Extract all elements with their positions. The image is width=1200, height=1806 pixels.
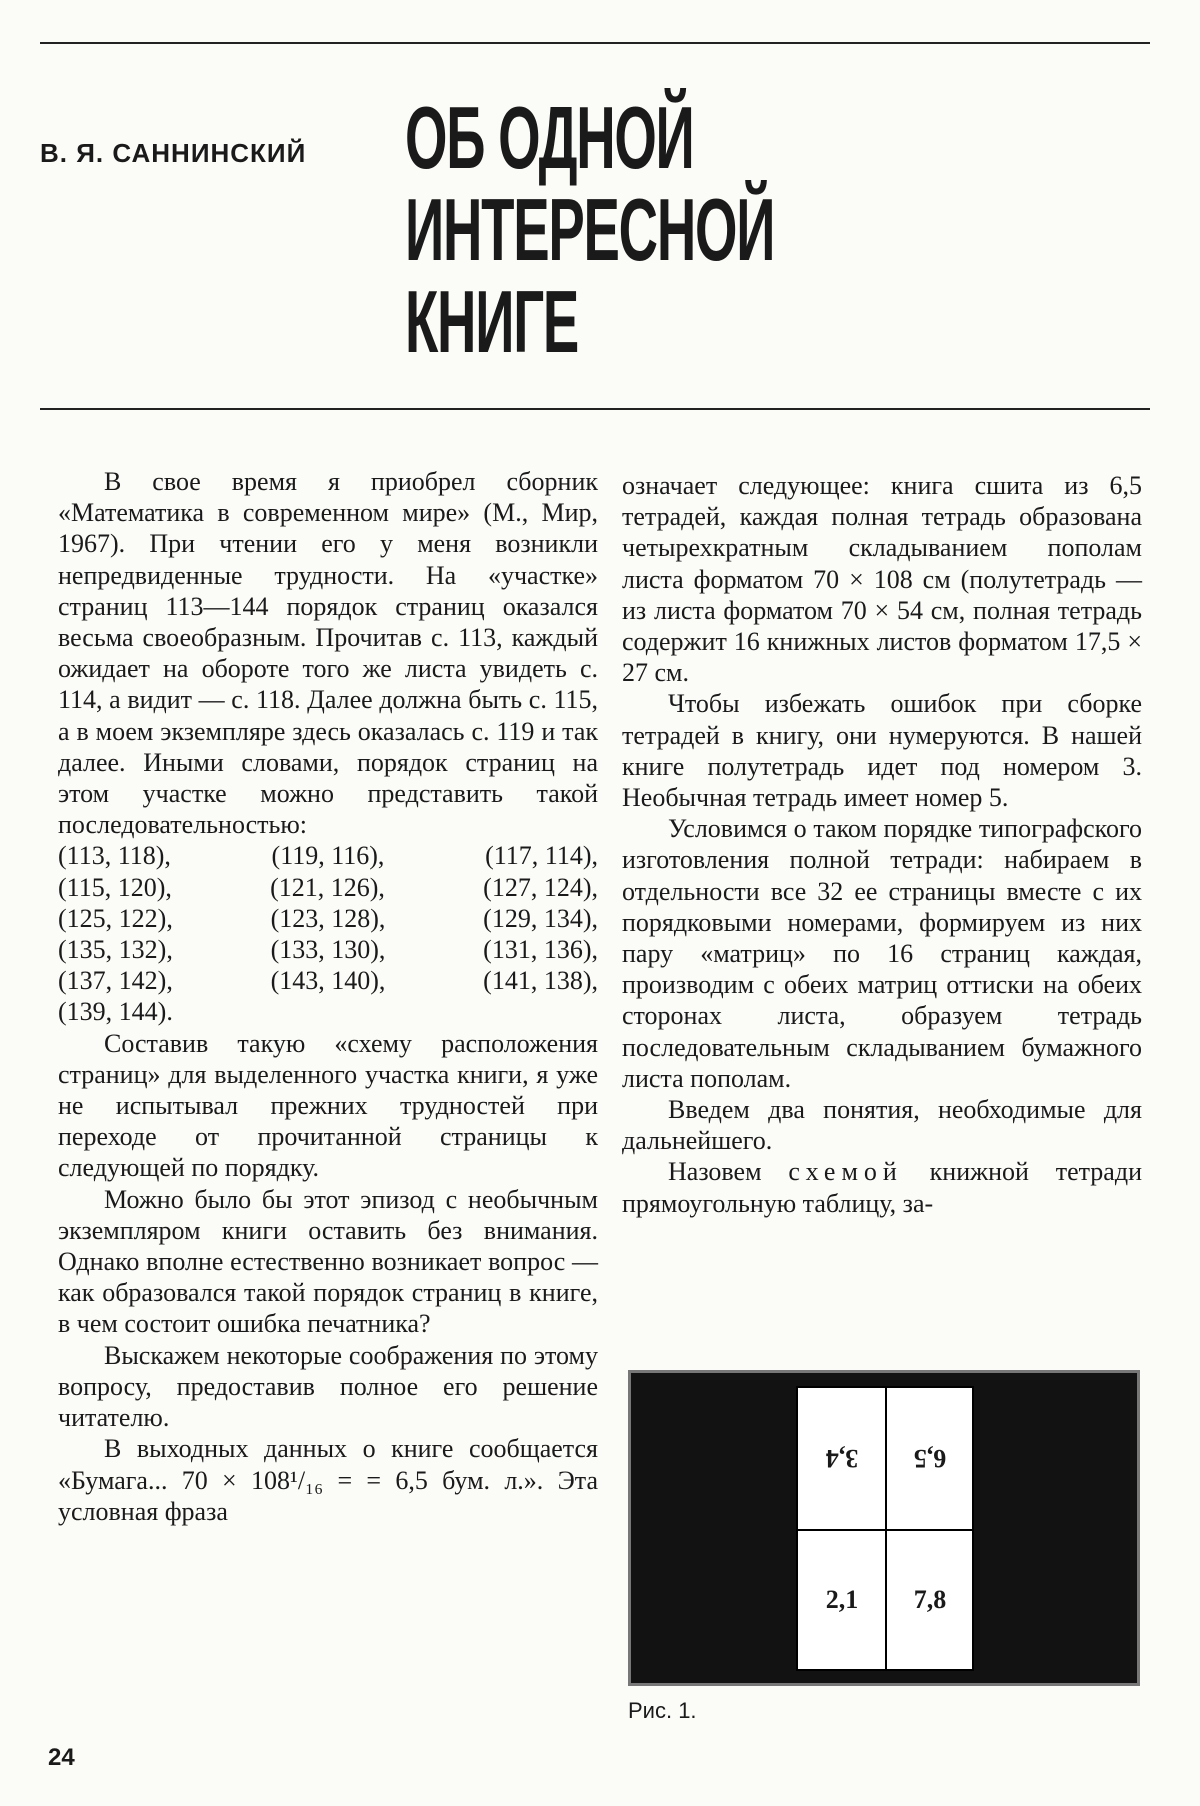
sheet-cell-bottom-right: 7,8 — [913, 1585, 947, 1614]
right-column — [622, 470, 1142, 1219]
list-item: (131, 136), — [483, 935, 598, 965]
list-row — [58, 903, 598, 934]
list-item: (129, 134), — [483, 903, 598, 933]
title-line-1: ОБ ОДНОЙ — [405, 88, 694, 187]
list-item: (127, 124), — [483, 872, 598, 902]
paragraph: Составив такую «схему расположения страниц» для выделенного участка книги, я уже не испытывал прежних трудностей при переходе от прочитанной страницы к следующей по порядку. — [58, 1028, 598, 1183]
title-line-2: ИНТЕРЕСНОЙ — [405, 180, 775, 279]
list-item: (113, 118), — [58, 841, 171, 871]
paragraph — [622, 1156, 1142, 1218]
text-run: Назовем — [668, 1157, 789, 1187]
page-sequence-list — [58, 840, 598, 1027]
figure-1 — [628, 1370, 1140, 1686]
list-item: (125, 122), — [58, 903, 173, 933]
list-item: (135, 132), — [58, 935, 173, 965]
paragraph: В выходных данных о книге сообщается «Бумага... 70 × 108¹/₁₆ = = 6,5 бум. л.». Эта условная фраза — [58, 1434, 598, 1526]
list-item: (119, 116), — [271, 841, 385, 871]
list-item: (133, 130), — [270, 935, 386, 965]
emphasized-term: схемой — [788, 1157, 903, 1187]
article-title — [405, 88, 775, 371]
paragraph: Выскажем некоторые соображения по этому вопросу, предоставив полное его решение читателю. — [58, 1340, 598, 1433]
list-row — [58, 840, 598, 871]
list-item: (141, 138), — [483, 966, 598, 996]
list-last-item: (139, 144). — [58, 997, 173, 1027]
list-item: (115, 120), — [58, 872, 172, 902]
header-bottom-rule — [40, 408, 1150, 410]
paragraph: означает следующее: книга сшита из 6,5 тетрадей, каждая полная тетрадь образована четырехкратным складыванием пополам листа форматом 70 × 108 см (полутетрадь — из листа форматом 70 × 54 см, полная тетрадь содержит 16 книжных листов форматом 17,5 × 27 см. — [622, 471, 1142, 688]
list-row — [58, 965, 598, 996]
list-item: (117, 114), — [485, 841, 598, 871]
figure-caption: Рис. 1. — [628, 1698, 697, 1723]
paragraph: Условимся о таком порядке типографского изготовления полной тетради: набираем в отдельности все 32 ее страницы вместе с их порядковыми номерами, формируем из них пару «матриц» по 16 страниц каждая, производим с обеих матриц оттиски на обеих сторонах листа, образуем тетрадь последовательным складыванием бумажного листа пополам. — [622, 814, 1142, 1093]
sheet-cell-bottom-left: 2,1 — [825, 1585, 859, 1614]
paragraph: Чтобы избежать ошибок при сборке тетрадей в книгу, они нумеруются. В нашей книге полутетрадь идет под номером 3. Необычная тетрадь имеет номер 5. — [622, 689, 1142, 813]
list-row — [58, 872, 598, 903]
top-rule — [40, 42, 1150, 44]
left-column — [58, 466, 598, 1527]
list-row — [58, 934, 598, 965]
list-item: (123, 128), — [270, 903, 386, 933]
author-name: В. Я. САННИНСКИЙ — [40, 138, 307, 168]
title-line-3: КНИГЕ — [405, 272, 579, 371]
sheet-cell-top-left: 3,4 — [825, 1444, 859, 1473]
paragraph: Введем два понятия, необходимые для дальнейшего. — [622, 1095, 1142, 1156]
folded-sheet-diagram — [796, 1386, 974, 1671]
paragraph: В свое время я приобрел сборник «Математика в современном мире» (М., Мир, 1967). При чтении его у меня возникли непредвиденные трудности. На «участке» страниц 113—144 порядок страниц оказался весьма своеобразным. Прочитав с. 113, каждый ожидает на обороте того же листа увидеть с. 114, а видит — с. 118. Далее должна быть с. 115, а в моем экземпляре здесь оказалась с. 119 и так далее. Иными словами, порядок страниц на этом участке можно представить такой последовательностью: — [58, 467, 598, 840]
list-item: (121, 126), — [270, 872, 385, 902]
list-item: (137, 142), — [58, 966, 173, 996]
fold-line-horizontal — [798, 1529, 972, 1531]
paragraph: Можно было бы этот эпизод с необычным экземпляром книги оставить без внимания. Однако вполне естественно возникает вопрос — как образовался такой порядок страниц в книге, в чем состоит ошибка печатника? — [58, 1184, 598, 1339]
list-item: (143, 140), — [270, 966, 386, 996]
text-run: книжной тетради прямоугольную таблицу, за- — [622, 1157, 1142, 1218]
sheet-cell-top-right: 6,5 — [913, 1444, 947, 1473]
page-number: 24 — [48, 1744, 75, 1771]
